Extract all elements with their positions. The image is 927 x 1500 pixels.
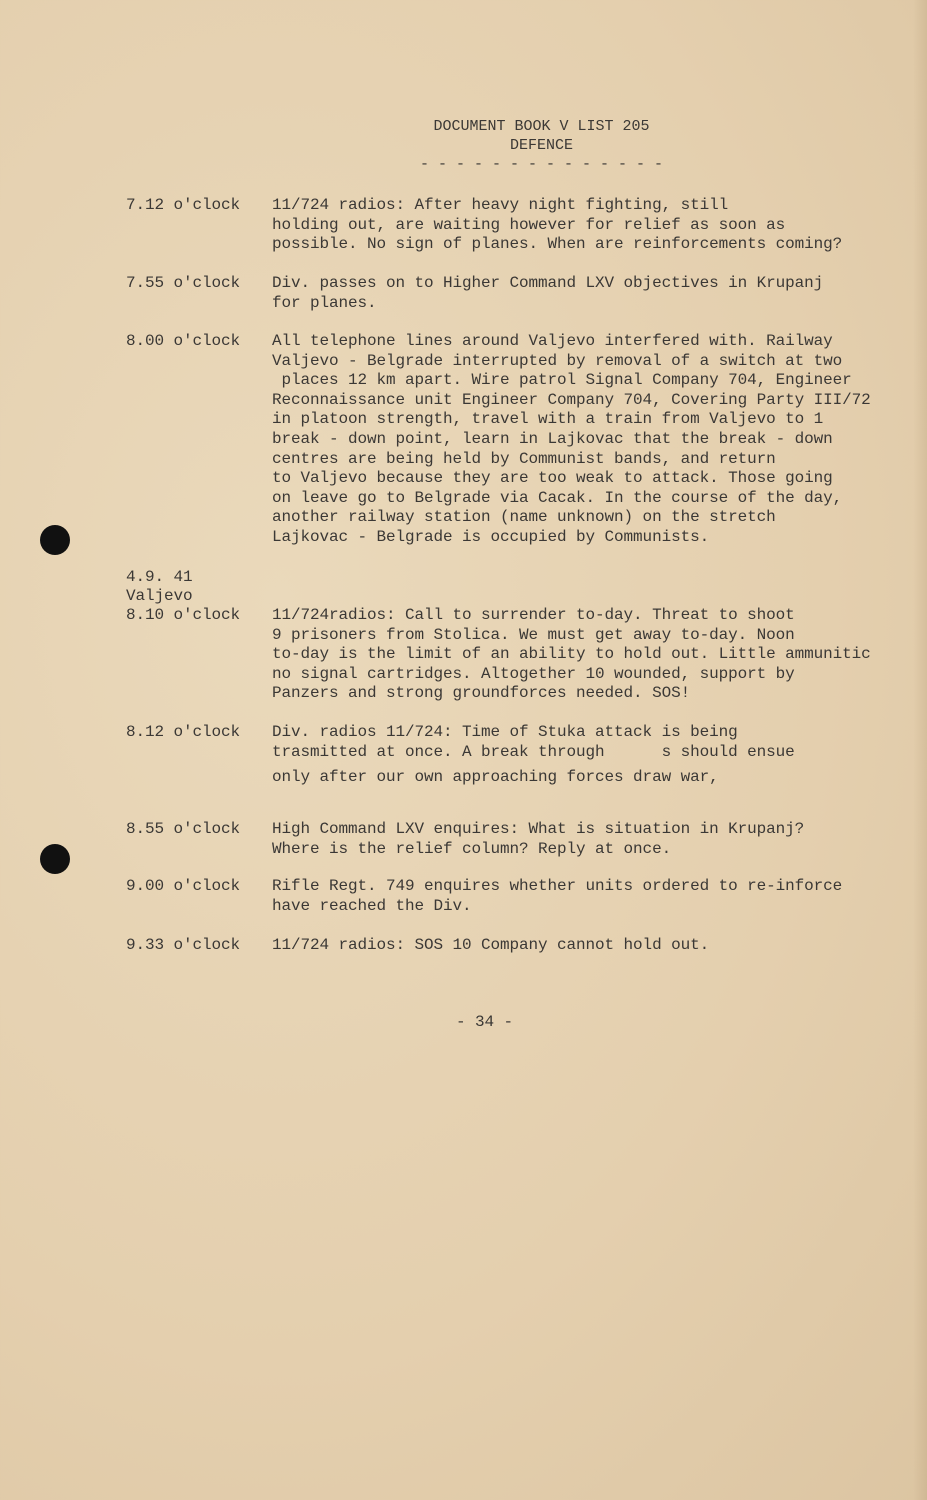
text-line: High Command LXV enquires: What is situation in Krupanj? [272,820,805,838]
text-line: holding out, are waiting however for relief as soon as [272,215,786,234]
text-line: 9 prisoners from Stolica. We must get away to-day. Noon [272,625,795,644]
entry-time: 8.55 o'clock [126,820,241,838]
entry-text [272,936,709,956]
text-line: Lajkovac - Belgrade is occupied by Communists. [272,527,710,546]
text-line: Valjevo - Belgrade interrupted by removal of a switch at two [272,351,843,370]
text-line: to-day is the limit of an ability to hold out. Little ammunitic [272,645,871,664]
document-subtitle: DEFENCE [509,137,573,154]
text-line: no signal cartridges. Altogether 10 wounded, support by [272,664,795,683]
text-line: Div. passes on to Higher Command LXV objectives in Krupanj [272,274,824,292]
text-line: break - down point, learn in Lajkovac that the break - down [272,429,833,448]
entry-time: 8.12 o'clock [126,723,241,741]
header-rule: - - - - - - - - - - - - - - [419,156,664,173]
text-line: for planes. [272,293,377,312]
entry-time: 8.10 o'clock [126,606,241,624]
document-title: DOCUMENT BOOK V LIST 205 [433,118,650,135]
entry-time: 7.12 o'clock [126,196,241,214]
text-line: trasmitted at once. A break through s should ensue [272,742,795,761]
text-line: another railway station (name unknown) on the stretch [272,508,776,527]
entry-text [272,820,804,859]
text-line: to Valjevo because they are too weak to attack. Those going [272,469,833,488]
text-line: on leave go to Belgrade via Cacak. In the course of the day, [272,488,843,507]
binder-hole [40,525,70,555]
text-line: in platoon strength, travel with a train from Valjevo to 1 [272,410,824,429]
entry-text [272,877,842,916]
page-number: - 34 - [456,1013,514,1031]
text-line: Reconnaissance unit Engineer Company 704, Covering Party III/72 [272,390,871,409]
entry-text [272,723,795,788]
entry-text [272,606,871,704]
entry-time: 9.00 o'clock [126,877,241,895]
text-line: Panzers and strong groundforces needed. SOS! [272,684,691,703]
text-line: centres are being held by Communist bands, and return [272,449,776,468]
text-line: Where is the relief column? Reply at once. [272,839,672,858]
entry-date: 4.9. 41 [126,568,193,586]
text-line: places 12 km apart. Wire patrol Signal Company 704, Engineer [272,371,852,390]
entry-text [272,274,823,313]
entry-text [272,196,842,255]
entry-time: 9.33 o'clock [126,936,241,954]
text-line: 11/724 radios: After heavy night fighting, still [272,196,729,214]
text-line: Div. radios 11/724: Time of Stuka attack is being [272,723,738,741]
paper-edge-shading [913,0,927,1500]
binder-hole [40,844,70,874]
text-line: 11/724radios: Call to surrender to-day. Threat to shoot [272,606,795,624]
text-line: only after our own approaching forces draw war, [272,768,719,787]
entry-time: 8.00 o'clock [126,332,241,350]
entry-text [272,332,871,548]
text-line: have reached the Div. [272,896,472,915]
text-line: Rifle Regt. 749 enquires whether units ordered to re-inforce [272,877,843,895]
entry-place: Valjevo [126,587,193,605]
entry-time: 7.55 o'clock [126,274,241,292]
text-line: All telephone lines around Valjevo interfered with. Railway [272,332,833,350]
text-line: 11/724 radios: SOS 10 Company cannot hold out. [272,936,710,954]
text-line: possible. No sign of planes. When are reinforcements coming? [272,235,843,254]
